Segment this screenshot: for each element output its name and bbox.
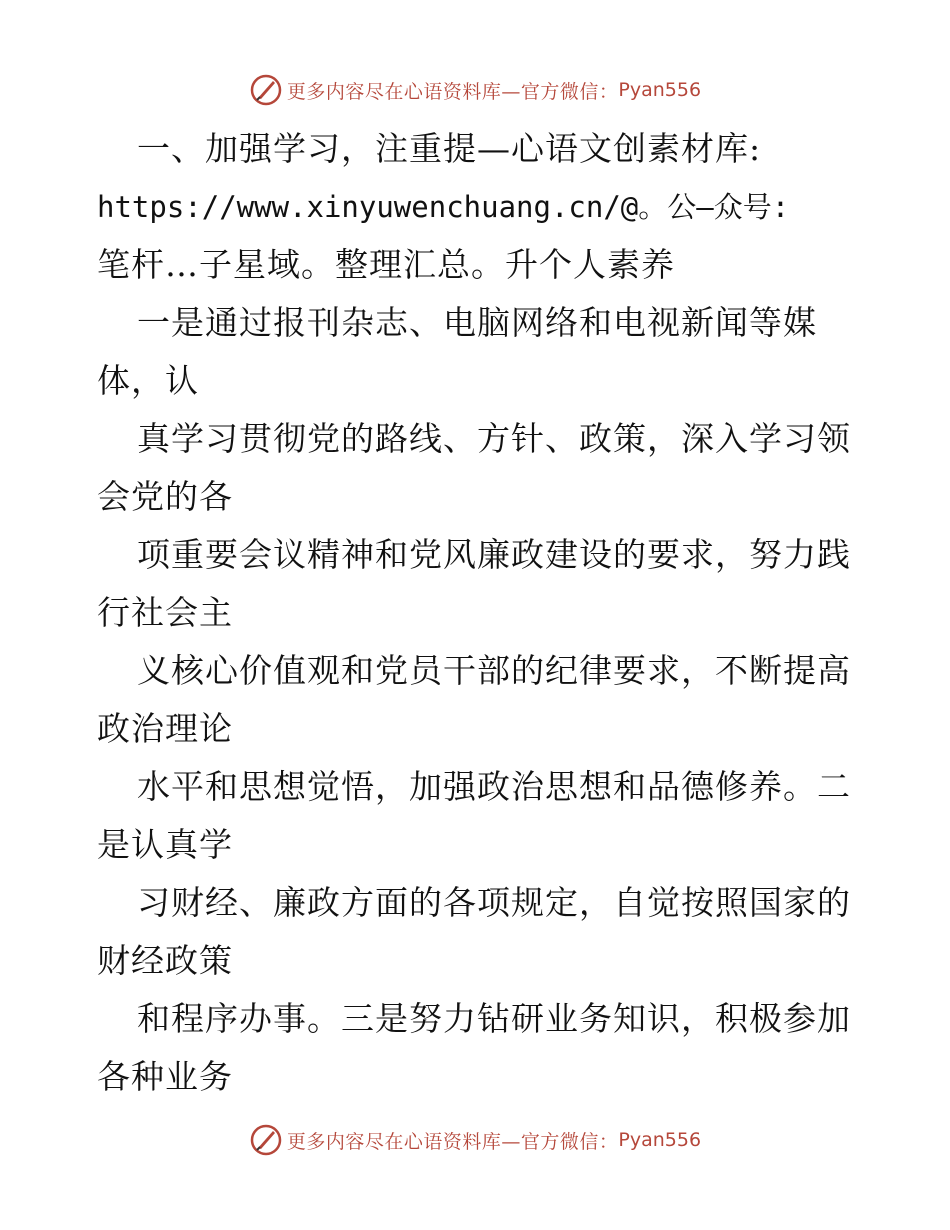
text-line: 各种业务: [97, 1057, 233, 1096]
text-line: 项重要会议精神和党风廉政建设的要求，努力践: [137, 535, 851, 574]
text-line: 会党的各: [97, 477, 233, 516]
text-line: 水平和思想觉悟，加强政治思想和品德修养。二: [137, 767, 851, 806]
text-line: https://www.xinyuwenchuang.cn/@。公—众号:: [97, 190, 790, 224]
text-line: 笔杆…子星域。整理汇总。升个人素养: [97, 245, 675, 284]
banner-text: 更多内容尽在心语资料库—官方微信：: [286, 1130, 619, 1153]
text-line: 习财经、廉政方面的各项规定，自觉按照国家的: [137, 883, 851, 922]
text-line: 政治理论: [97, 709, 233, 748]
quill-logo-icon: [249, 73, 283, 107]
text-line: 一是通过报刊杂志、电脑网络和电视新闻等媒: [137, 303, 817, 342]
text-line: 体，认: [97, 361, 199, 400]
banner-text: 更多内容尽在心语资料库—官方微信：: [286, 80, 619, 103]
header-banner: [0, 70, 950, 110]
text-line: 真学习贯彻党的路线、方针、政策，深入学习领: [137, 419, 851, 458]
text-line: 是认真学: [97, 825, 233, 864]
wechat-id: Pyan556: [618, 1129, 702, 1151]
footer-banner: [0, 1120, 950, 1160]
wechat-id: Pyan556: [618, 79, 702, 101]
text-line: 和程序办事。三是努力钻研业务知识，积极参加: [137, 999, 851, 1038]
document-body: [97, 120, 857, 1106]
text-line: 义核心价值观和党员干部的纪律要求，不断提高: [137, 651, 851, 690]
quill-logo-icon: [249, 1123, 283, 1157]
text-line: 行社会主: [97, 593, 233, 632]
text-line: 财经政策: [97, 941, 233, 980]
text-line: 一、加强学习，注重提—心语文创素材库:: [137, 129, 762, 168]
